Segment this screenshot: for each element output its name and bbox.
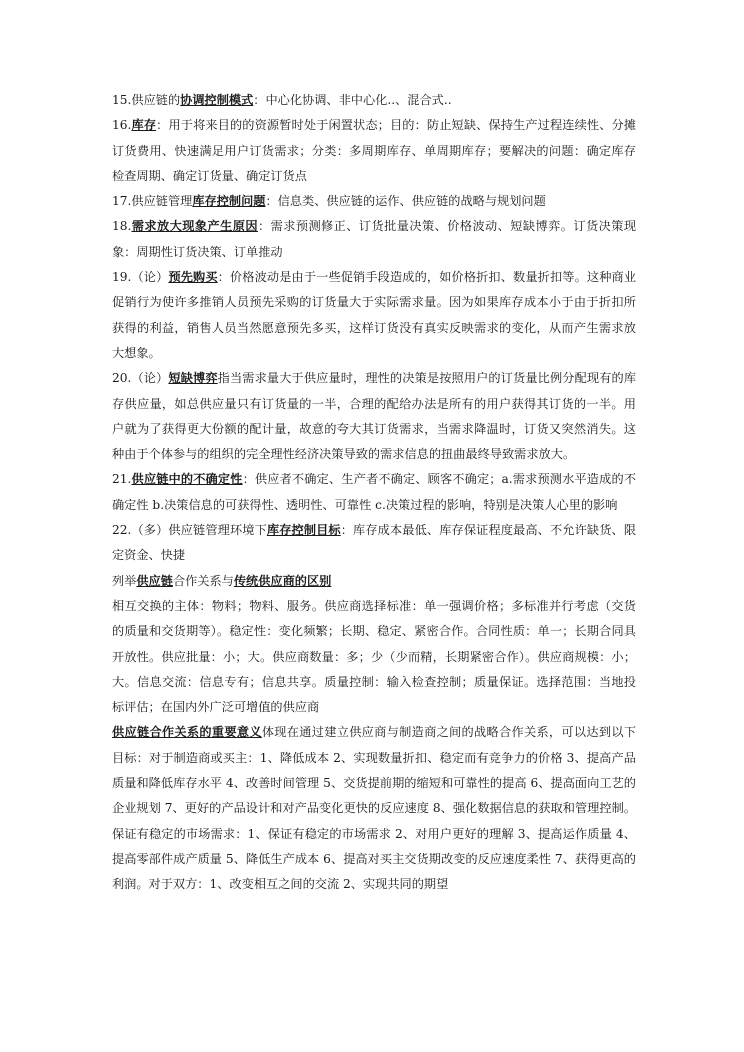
text-segment: 20.（论）	[112, 371, 169, 386]
key-term: 协调控制模式	[180, 93, 254, 107]
text-segment: ：供应者不确定、生产者不确定、顾客不确定；a.需求预测水平造成的不确定性 b.决策信息的可获得性、透明性、可靠性 c.决策过程的影响，特别是决策人心里的影响	[112, 472, 637, 512]
key-term: 供应链中的不确定性	[131, 472, 243, 487]
document-body	[112, 88, 636, 898]
key-term: 供应链	[136, 573, 173, 588]
text-segment: ：信息类、供应链的运作、供应链的战略与规划问题	[265, 194, 546, 209]
paragraph-15	[112, 88, 636, 113]
text-segment: ：中心化协调、非中心化..、混合式..	[253, 93, 452, 107]
text-segment: ：用于将来目的的资源暂时处于闲置状态；目的：防止短缺、保持生产过程连续性、分摊订货费用、快速满足用户订货需求；分类：多周期库存、单周期库存；要解决的问题：确定库存检查周期、确定订货量、确定订货点	[112, 118, 637, 183]
text-segment: 相互交换的主体：物料；物料、服务。供应商选择标准：单一强调价格；多标准并行考虑（交货的质量和交货期等）。稳定性：变化频繁；长期、稳定、紧密合作。合同性质：单一；长期合同具开放性。供应批量：小；大。供应商数量：多；少（少而精，长期紧密合作）。供应商规模：小；大。信息交流：信息专有；信息共享。质量控制：输入检查控制；质量保证。选择范围：当地投标评估；在国内外广泛可增值的供应商	[112, 598, 636, 715]
paragraph-17	[112, 189, 636, 214]
key-term: 需求放大现象产生原因	[131, 219, 258, 234]
text-segment: 16.	[112, 118, 132, 133]
comparison-paragraph	[112, 594, 636, 720]
key-term: 预先购买	[168, 270, 218, 285]
key-term: 库存	[131, 118, 157, 133]
text-segment: 合作关系与	[172, 573, 234, 588]
key-term: 库存控制目标	[266, 523, 341, 538]
text-segment: 15.供应链的	[112, 93, 181, 107]
paragraph-21	[112, 467, 636, 518]
text-segment: 体现在通过建立供应商与制造商之间的战略合作关系，可以达到以下目标：对于制造商或买主：1、降低成本 2、实现数量折扣、稳定而有竞争力的价格 3、提高产品质量和降低库存水平 4、改善时间管理 5、交货提前期的缩短和可靠性的提高 6、提高面向工艺的企业规划 7、更好的产品设计和对产品变化更快的反应速度 8、强化数据信息的获取和管理控制。保证有稳定的市场需求：1、保证有稳定的市场需求 2、对用户更好的理解 3、提高运作质量 4、提高零部件成产质量 5、降低生产成本 6、提高对买主交货期改变的反应速度柔性 7、获得更高的利润。对于双方：1、改变相互之间的交流 2、实现共同的期望	[112, 725, 637, 892]
significance-paragraph	[112, 720, 636, 897]
key-term: 传统供应商的区别	[233, 573, 332, 588]
text-segment: 19.（论）	[112, 270, 169, 285]
paragraph-16	[112, 113, 636, 189]
text-segment: 指当需求量大于供应量时，理性的决策是按照用户的订货量比例分配现有的库存供应量，如总供应量只有订货量的一半，合理的配给办法是所有的用户获得其订货的一半。用户就为了获得更大份额的配计量，故意的夸大其订货需求，当需求降温时，订货又突然消失。这种由于个体参与的组织的完全理性经济决策导致的需求信息的扭曲最终导致需求放大。	[112, 371, 637, 462]
text-segment: 列举	[112, 573, 137, 588]
key-term: 短缺博弈	[168, 371, 218, 386]
section-heading	[112, 569, 636, 594]
text-segment: ：价格波动是由于一些促销手段造成的，如价格折扣、数量折扣等。这种商业促销行为使许多推销人员预先采购的订货量大于实际需求量。因为如果库存成本小于由于折扣所获得的利益，销售人员当然愿意预先多买，这样订货没有真实反映需求的变化，从而产生需求放大想象。	[112, 270, 637, 360]
text-segment: ：需求预测修正、订货批量决策、价格波动、短缺博弈。订货决策现象：周期性订货决策、订单推动	[112, 219, 637, 259]
paragraph-19	[112, 265, 636, 366]
paragraph-22	[112, 518, 636, 569]
paragraph-20	[112, 366, 636, 467]
text-segment: 17.供应链管理	[112, 194, 193, 209]
key-term: 供应链合作关系的重要意义	[112, 725, 262, 740]
text-segment: 22.（多）供应链管理环境下	[112, 523, 267, 538]
text-segment: 18.	[112, 219, 132, 234]
key-term: 库存控制问题	[192, 194, 266, 209]
text-segment: 21.	[112, 472, 132, 487]
paragraph-18	[112, 214, 636, 265]
text-segment: ：库存成本最低、库存保证程度最高、不允许缺货、限定资金、快捷	[112, 523, 637, 563]
